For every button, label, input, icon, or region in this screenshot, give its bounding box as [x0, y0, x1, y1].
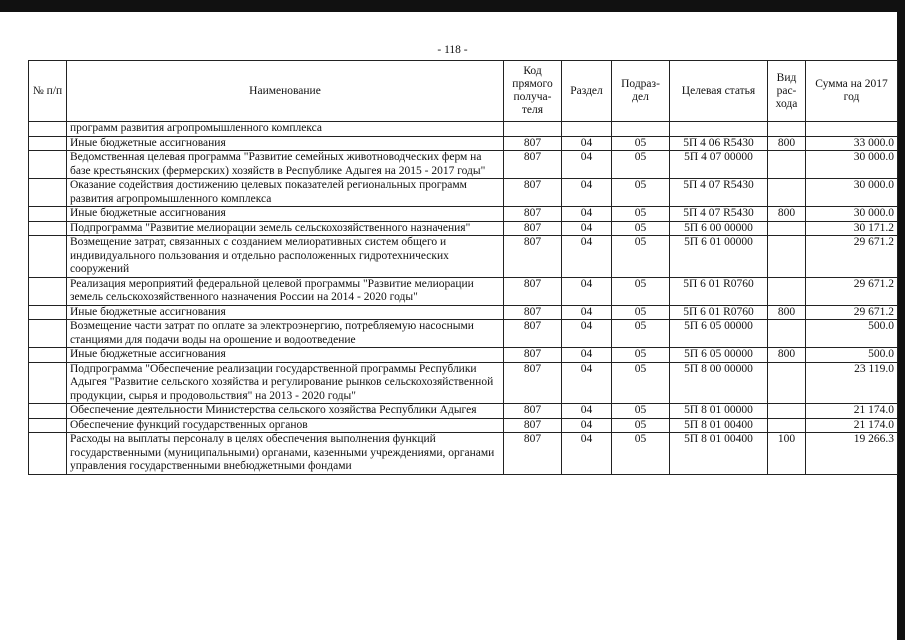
row-article-cell: 5П 8 01 00400 — [670, 433, 768, 475]
row-section-cell: 04 — [562, 221, 612, 236]
row-article-cell: 5П 8 00 00000 — [670, 362, 768, 404]
row-subsection-cell: 05 — [612, 418, 670, 433]
row-name-cell: Подпрограмма "Обеспечение реализации государственной программы Республики Адыгея "Развитие сельского хозяйства и регулирование рынков сельскохозяйственной продукции, сырья и продовольствия" на 2013 - 2020 годы" — [67, 362, 504, 404]
table-row — [29, 418, 898, 433]
row-number-cell — [29, 362, 67, 404]
row-number-cell — [29, 236, 67, 278]
row-expense-cell: 100 — [768, 433, 806, 475]
row-expense-cell: 800 — [768, 136, 806, 151]
row-name-cell: Расходы на выплаты персоналу в целях обеспечения выполнения функций государственными (муниципальными) органами, казенными учреждениями, органами управления государственными внебюджетными фондами — [67, 433, 504, 475]
row-subsection-cell — [612, 122, 670, 137]
row-code-cell: 807 — [504, 136, 562, 151]
table-row — [29, 122, 898, 137]
header-article: Целевая статья — [670, 61, 768, 122]
row-subsection-cell: 05 — [612, 348, 670, 363]
header-subsection: Подраз-дел — [612, 61, 670, 122]
row-sum-cell: 21 174.0 — [806, 404, 898, 419]
row-name-cell: Обеспечение деятельности Министерства сельского хозяйства Республики Адыгея — [67, 404, 504, 419]
row-expense-cell — [768, 151, 806, 179]
row-code-cell: 807 — [504, 221, 562, 236]
row-number-cell — [29, 122, 67, 137]
row-name-cell: Реализация мероприятий федеральной целевой программы "Развитие мелиорации земель сельскохозяйственного назначения России на 2014 - 2020 годы" — [67, 277, 504, 305]
table-row — [29, 305, 898, 320]
row-code-cell: 807 — [504, 404, 562, 419]
row-section-cell — [562, 122, 612, 137]
row-section-cell: 04 — [562, 136, 612, 151]
row-subsection-cell: 05 — [612, 179, 670, 207]
table-row — [29, 179, 898, 207]
row-name-cell: Ведомственная целевая программа "Развитие семейных животноводческих ферм на базе крестьянских (фермерских) хозяйств в Республике Адыгея на 2015 - 2017 годы" — [67, 151, 504, 179]
row-name-cell: Иные бюджетные ассигнования — [67, 348, 504, 363]
row-subsection-cell: 05 — [612, 305, 670, 320]
row-sum-cell: 30 000.0 — [806, 207, 898, 222]
row-subsection-cell: 05 — [612, 433, 670, 475]
row-article-cell: 5П 8 01 00000 — [670, 404, 768, 419]
row-expense-cell: 800 — [768, 207, 806, 222]
row-number-cell — [29, 320, 67, 348]
row-code-cell: 807 — [504, 207, 562, 222]
row-expense-cell: 800 — [768, 305, 806, 320]
row-name-cell: Иные бюджетные ассигнования — [67, 305, 504, 320]
table-header-row — [29, 61, 898, 122]
row-section-cell: 04 — [562, 236, 612, 278]
row-number-cell — [29, 151, 67, 179]
row-sum-cell: 29 671.2 — [806, 277, 898, 305]
row-number-cell — [29, 221, 67, 236]
row-article-cell: 5П 6 01 R0760 — [670, 277, 768, 305]
row-code-cell: 807 — [504, 362, 562, 404]
row-article-cell: 5П 4 07 00000 — [670, 151, 768, 179]
header-num: № п/п — [29, 61, 67, 122]
row-subsection-cell: 05 — [612, 277, 670, 305]
table-row — [29, 221, 898, 236]
row-expense-cell — [768, 362, 806, 404]
row-section-cell: 04 — [562, 305, 612, 320]
row-name-cell: программ развития агропромышленного комплекса — [67, 122, 504, 137]
row-code-cell: 807 — [504, 179, 562, 207]
row-section-cell: 04 — [562, 277, 612, 305]
row-number-cell — [29, 348, 67, 363]
row-code-cell: 807 — [504, 348, 562, 363]
row-article-cell — [670, 122, 768, 137]
table-row — [29, 362, 898, 404]
row-sum-cell: 500.0 — [806, 348, 898, 363]
header-expense: Вид рас-хода — [768, 61, 806, 122]
row-expense-cell — [768, 122, 806, 137]
row-subsection-cell: 05 — [612, 404, 670, 419]
table-row — [29, 404, 898, 419]
row-expense-cell — [768, 418, 806, 433]
row-article-cell: 5П 4 07 R5430 — [670, 207, 768, 222]
table-row — [29, 151, 898, 179]
row-sum-cell: 21 174.0 — [806, 418, 898, 433]
row-section-cell: 04 — [562, 207, 612, 222]
row-code-cell: 807 — [504, 151, 562, 179]
row-number-cell — [29, 277, 67, 305]
table-row — [29, 236, 898, 278]
row-number-cell — [29, 305, 67, 320]
row-subsection-cell: 05 — [612, 320, 670, 348]
row-article-cell: 5П 6 05 00000 — [670, 320, 768, 348]
row-expense-cell — [768, 277, 806, 305]
row-article-cell: 5П 6 00 00000 — [670, 221, 768, 236]
row-section-cell: 04 — [562, 362, 612, 404]
row-number-cell — [29, 418, 67, 433]
row-code-cell: 807 — [504, 418, 562, 433]
row-section-cell: 04 — [562, 348, 612, 363]
row-section-cell: 04 — [562, 179, 612, 207]
row-sum-cell — [806, 122, 898, 137]
header-section: Раздел — [562, 61, 612, 122]
row-subsection-cell: 05 — [612, 236, 670, 278]
row-expense-cell — [768, 179, 806, 207]
row-name-cell: Подпрограмма "Развитие мелиорации земель сельскохозяйственного назначения" — [67, 221, 504, 236]
row-code-cell: 807 — [504, 320, 562, 348]
scan-top-border — [0, 0, 905, 12]
row-subsection-cell: 05 — [612, 136, 670, 151]
row-expense-cell: 800 — [768, 348, 806, 363]
row-sum-cell: 30 000.0 — [806, 151, 898, 179]
table-row — [29, 207, 898, 222]
page-number: - 118 - — [437, 44, 468, 56]
row-section-cell: 04 — [562, 320, 612, 348]
row-sum-cell: 33 000.0 — [806, 136, 898, 151]
row-subsection-cell: 05 — [612, 221, 670, 236]
row-article-cell: 5П 4 06 R5430 — [670, 136, 768, 151]
row-name-cell: Возмещение затрат, связанных с созданием мелиоративных систем общего и индивидуального пользования и отдельно расположенных гидротехнических сооружений — [67, 236, 504, 278]
row-code-cell — [504, 122, 562, 137]
row-sum-cell: 23 119.0 — [806, 362, 898, 404]
row-expense-cell — [768, 404, 806, 419]
row-subsection-cell: 05 — [612, 207, 670, 222]
scan-right-border — [897, 0, 905, 640]
budget-table — [28, 60, 898, 475]
row-number-cell — [29, 404, 67, 419]
row-number-cell — [29, 433, 67, 475]
row-expense-cell — [768, 236, 806, 278]
row-article-cell: 5П 6 01 R0760 — [670, 305, 768, 320]
row-article-cell: 5П 8 01 00400 — [670, 418, 768, 433]
row-number-cell — [29, 179, 67, 207]
row-name-cell: Иные бюджетные ассигнования — [67, 136, 504, 151]
header-name: Наименование — [67, 61, 504, 122]
row-article-cell: 5П 6 05 00000 — [670, 348, 768, 363]
row-section-cell: 04 — [562, 404, 612, 419]
row-sum-cell: 500.0 — [806, 320, 898, 348]
row-number-cell — [29, 136, 67, 151]
row-name-cell: Оказание содействия достижению целевых показателей региональных программ развития агропромышленного комплекса — [67, 179, 504, 207]
table-row — [29, 348, 898, 363]
row-sum-cell: 29 671.2 — [806, 305, 898, 320]
row-code-cell: 807 — [504, 305, 562, 320]
table-row — [29, 320, 898, 348]
row-sum-cell: 30 171.2 — [806, 221, 898, 236]
row-code-cell: 807 — [504, 236, 562, 278]
row-article-cell: 5П 6 01 00000 — [670, 236, 768, 278]
table-row — [29, 136, 898, 151]
table-row — [29, 433, 898, 475]
row-name-cell: Возмещение части затрат по оплате за электроэнергию, потребляемую насосными станциями для подачи воды на орошение и водоотведение — [67, 320, 504, 348]
row-code-cell: 807 — [504, 433, 562, 475]
row-sum-cell: 19 266.3 — [806, 433, 898, 475]
row-section-cell: 04 — [562, 151, 612, 179]
row-subsection-cell: 05 — [612, 151, 670, 179]
row-section-cell: 04 — [562, 433, 612, 475]
row-code-cell: 807 — [504, 277, 562, 305]
row-name-cell: Обеспечение функций государственных органов — [67, 418, 504, 433]
row-name-cell: Иные бюджетные ассигнования — [67, 207, 504, 222]
header-code: Код прямого получа-теля — [504, 61, 562, 122]
header-sum: Сумма на 2017 год — [806, 61, 898, 122]
table-row — [29, 277, 898, 305]
row-number-cell — [29, 207, 67, 222]
row-expense-cell — [768, 320, 806, 348]
row-section-cell: 04 — [562, 418, 612, 433]
row-expense-cell — [768, 221, 806, 236]
row-article-cell: 5П 4 07 R5430 — [670, 179, 768, 207]
row-sum-cell: 29 671.2 — [806, 236, 898, 278]
row-sum-cell: 30 000.0 — [806, 179, 898, 207]
row-subsection-cell: 05 — [612, 362, 670, 404]
